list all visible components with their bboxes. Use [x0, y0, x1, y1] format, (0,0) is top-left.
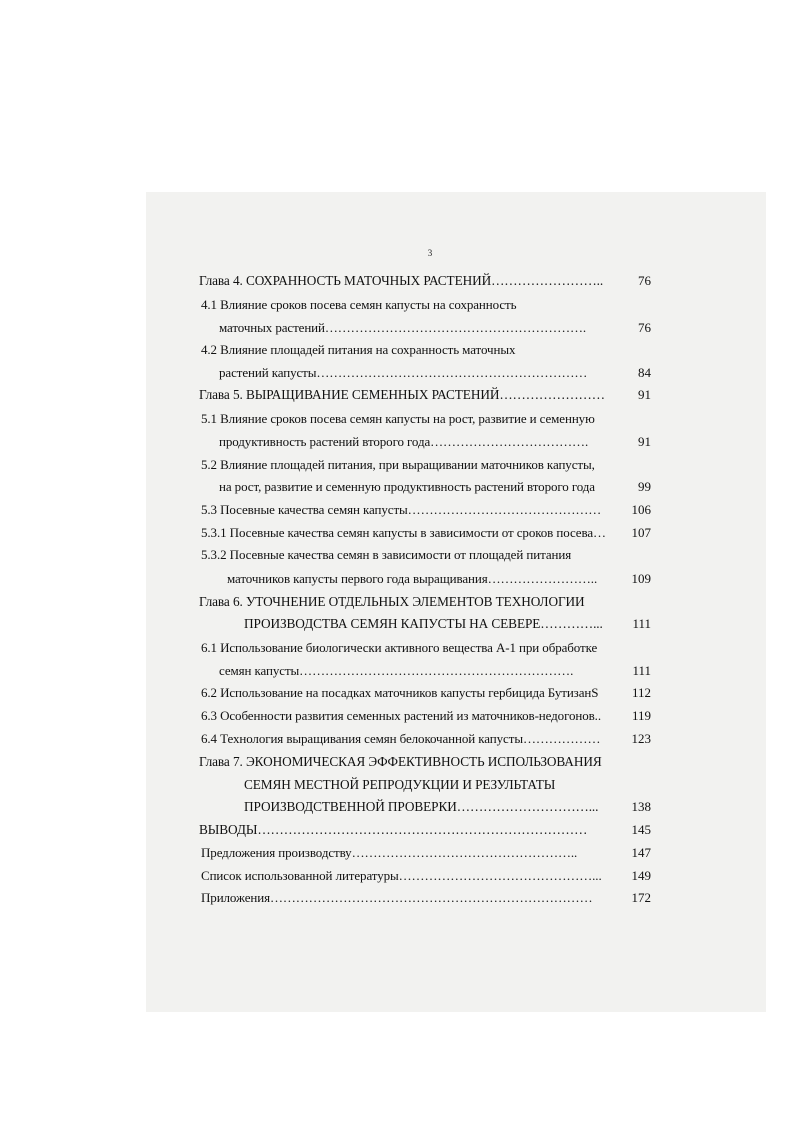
toc-page-number: 107	[631, 525, 651, 540]
toc-entry-conclusions[interactable]	[199, 820, 651, 840]
toc-page-number: 91	[638, 387, 651, 402]
toc-entry-proposals[interactable]	[199, 843, 651, 863]
toc-entry-appendices[interactable]	[199, 888, 651, 908]
toc-entry-title: 6.3 Особенности развития семенных растений из маточников-недогонов..	[201, 708, 601, 723]
toc-entry-title: 4.2 Влияние площадей питания на сохранность маточных	[201, 342, 516, 357]
toc-page-number: 172	[631, 890, 651, 905]
toc-page-number: 76	[638, 273, 651, 288]
toc-entry-title-cont: продуктивность растений второго года……………………………….	[219, 434, 589, 449]
toc-entry-title: 5.3 Посевные качества семян капусты………………………………………	[201, 502, 602, 517]
toc-entry-5-2[interactable]	[199, 455, 651, 475]
toc-page-number: 111	[632, 616, 651, 631]
toc-page-number: 99	[638, 479, 651, 494]
toc-entry-6-3[interactable]	[199, 706, 651, 726]
toc-entry-title: 6.4 Технология выращивания семян белокочанной капусты………………	[201, 731, 601, 746]
toc-page-number: 111	[632, 663, 651, 678]
toc-entry-title: 5.1 Влияние сроков посева семян капусты на рост, развитие и семенную	[201, 411, 595, 426]
toc-entry-title-cont: маточных растений…………………………………………………….	[219, 320, 587, 335]
toc-entry-references[interactable]	[199, 866, 651, 886]
toc-page-number: 149	[631, 868, 651, 883]
toc-entry-title: Приложения…………………………………………………………………	[201, 890, 593, 905]
toc-page-number: 138	[631, 799, 651, 814]
toc-entry-4-1-cont[interactable]	[199, 318, 651, 338]
toc-entry-title: Глава 7. ЭКОНОМИЧЕСКАЯ ЭФФЕКТИВНОСТЬ ИСПОЛЬЗОВАНИЯ	[199, 754, 602, 769]
toc-entry-title-cont: СЕМЯН МЕСТНОЙ РЕПРОДУКЦИИ И РЕЗУЛЬТАТЫ	[244, 777, 556, 792]
toc-page-number: 109	[631, 571, 651, 586]
toc-entry-title: ВЫВОДЫ…………………………………………………………………	[199, 822, 588, 837]
toc-page-number: 91	[638, 434, 651, 449]
toc-page-number: 147	[631, 845, 651, 860]
toc-entry-4-2-cont[interactable]	[199, 363, 651, 383]
toc-entry-title-cont: ПРОИЗВОДСТВЕННОЙ ПРОВЕРКИ…………………………...	[244, 799, 599, 814]
toc-entry-4-1[interactable]	[199, 295, 651, 315]
toc-entry-6-2[interactable]	[199, 683, 651, 703]
toc-entry-title: 5.3.1 Посевные качества семян капусты в зависимости от сроков посева…	[201, 525, 606, 540]
toc-entry-title: 5.3.2 Посевные качества семян в зависимости от площадей питания	[201, 547, 572, 562]
toc-entry-title: 4.1 Влияние сроков посева семян капусты на сохранность	[201, 297, 517, 312]
toc-entry-title: 6.2 Использование на посадках маточников капусты гербицида БутизанS	[201, 685, 599, 700]
toc-entry-title: Глава 4. СОХРАННОСТЬ МАТОЧНЫХ РАСТЕНИЙ……………………..	[199, 273, 604, 288]
toc-entry-title-cont: семян капусты……………………………………………………….	[219, 663, 574, 678]
toc-entry-title: Глава 6. УТОЧНЕНИЕ ОТДЕЛЬНЫХ ЭЛЕМЕНТОВ ТЕХНОЛОГИИ	[199, 594, 585, 609]
toc-entry-title-cont: маточников капусты первого года выращивания……………………..	[227, 571, 598, 586]
toc-entry-title-cont: ПРОИЗВОДСТВА СЕМЯН КАПУСТЫ НА СЕВЕРЕ…………...	[244, 616, 603, 631]
toc-entry-5-1-cont[interactable]	[199, 432, 651, 452]
toc-page-number: 76	[638, 320, 651, 335]
toc-entry-5-1[interactable]	[199, 409, 651, 429]
page-number: 3	[427, 248, 433, 258]
toc-entry-title: Список использованной литературы………………………………………...	[201, 868, 602, 883]
toc-entry-chapter-7[interactable]	[199, 752, 651, 772]
toc-entry-title: 6.1 Использование биологически активного вещества А-1 при обработке	[201, 640, 598, 655]
toc-entry-6-4[interactable]	[199, 729, 651, 749]
toc-page-number: 119	[631, 708, 651, 723]
toc-entry-title: 5.2 Влияние площадей питания, при выращивании маточников капусты,	[201, 457, 595, 472]
toc-entry-4-2[interactable]	[199, 340, 651, 360]
toc-entry-title: Глава 5. ВЫРАЩИВАНИЕ СЕМЕННЫХ РАСТЕНИЙ……………………	[199, 387, 605, 402]
toc-entry-chapter-6[interactable]	[199, 592, 651, 612]
toc-entry-title: Предложения производству……………………………………………..	[201, 845, 578, 860]
toc-entry-chapter-7-cont2[interactable]	[199, 797, 651, 817]
toc-entry-chapter-6-cont[interactable]	[199, 614, 651, 634]
toc-page-number: 145	[631, 822, 651, 837]
toc-entry-chapter-5[interactable]	[199, 385, 651, 405]
toc-entry-title-cont: растений капусты………………………………………………………	[219, 365, 588, 380]
toc-entry-5-2-cont[interactable]	[199, 477, 651, 497]
toc-entry-5-3-1[interactable]	[199, 523, 651, 543]
toc-page-number: 84	[638, 365, 651, 380]
toc-entry-title-cont: на рост, развитие и семенную продуктивность растений второго года	[219, 479, 595, 494]
toc-entry-chapter-4[interactable]	[199, 271, 651, 291]
toc-page-number: 112	[631, 685, 651, 700]
toc-entry-6-1-cont[interactable]	[199, 661, 651, 681]
toc-page-number: 123	[631, 731, 651, 746]
toc-entry-5-3-2[interactable]	[199, 545, 651, 565]
toc-entry-5-3[interactable]	[199, 500, 651, 520]
toc-page-number: 106	[631, 502, 651, 517]
toc-entry-6-1[interactable]	[199, 638, 651, 658]
toc-entry-5-3-2-cont[interactable]	[199, 569, 651, 589]
toc-entry-chapter-7-cont[interactable]	[199, 775, 651, 795]
